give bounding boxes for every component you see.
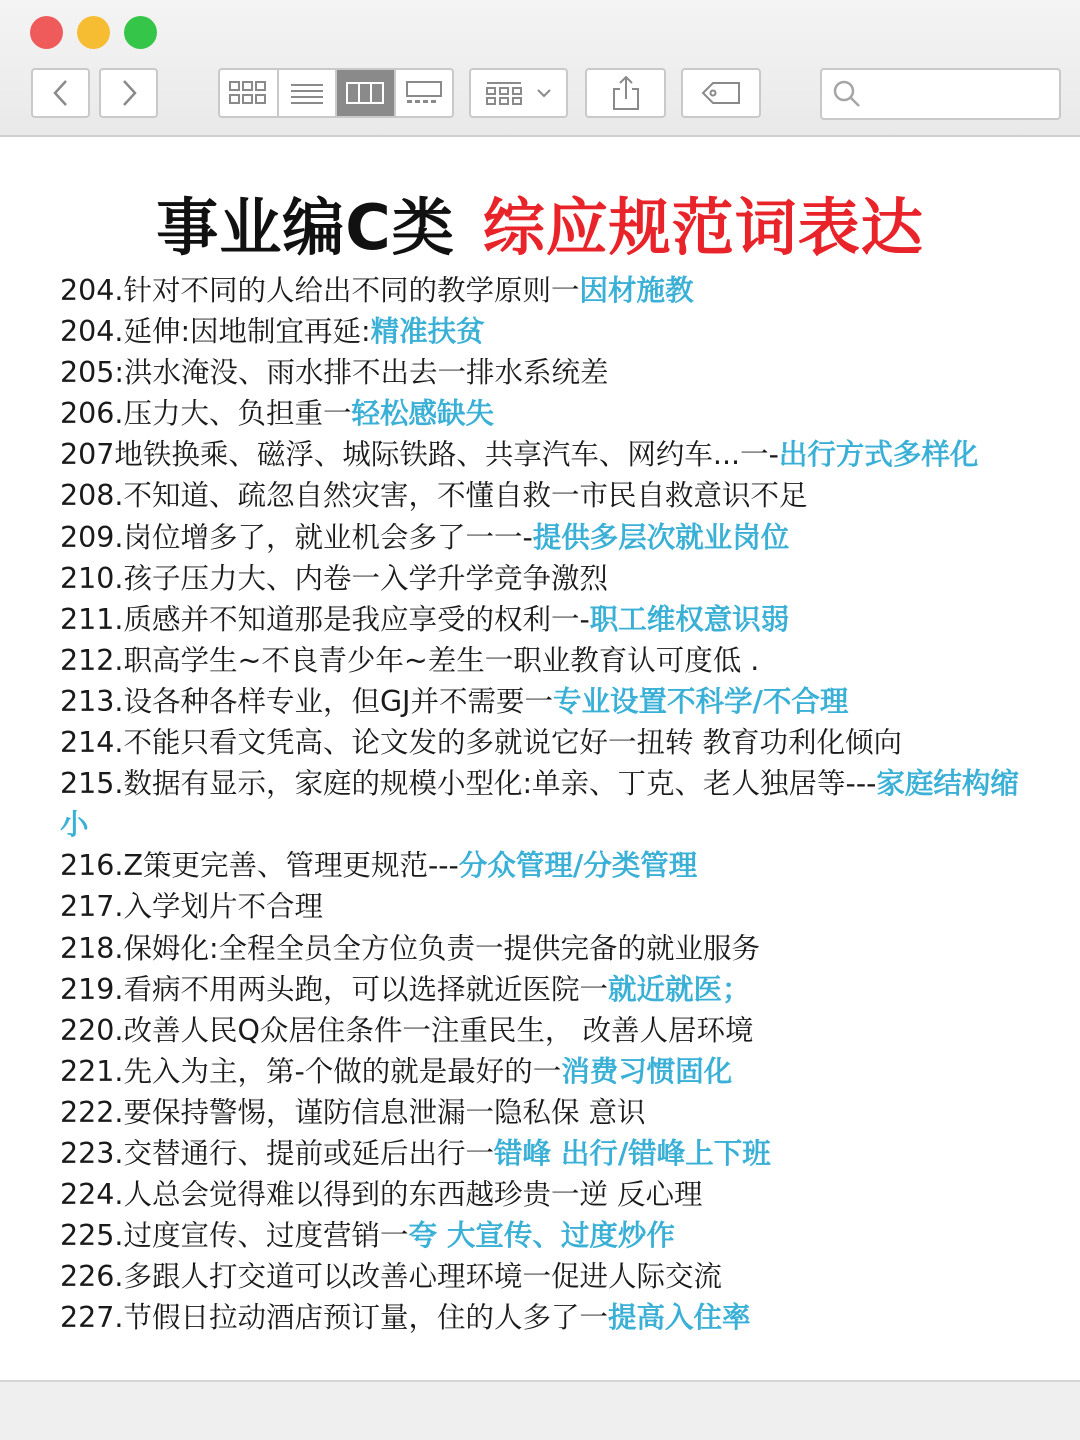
list-view-icon xyxy=(289,80,325,106)
list-item xyxy=(60,475,1040,516)
item-text: 220.改善人民Q众居住条件一注重民生， 改善人居环境 xyxy=(60,1013,754,1047)
list-item xyxy=(60,558,1040,599)
list-item xyxy=(60,1215,1040,1256)
item-highlight: 专业设置不科学/不合理 xyxy=(552,684,849,718)
item-text: 219.看病不用两头跑，可以选择就近医院一 xyxy=(60,972,608,1006)
list-item xyxy=(60,434,1040,475)
search-field[interactable] xyxy=(820,68,1061,120)
item-text: 217.入学划片不合理 xyxy=(60,890,323,924)
item-text: 224.人总会觉得难以得到的东西越珍贵一逆 反心理 xyxy=(60,1178,703,1212)
search-input[interactable] xyxy=(868,83,1052,106)
list-item xyxy=(60,1133,1040,1174)
list-item xyxy=(60,1297,1040,1338)
list-item xyxy=(60,845,1040,886)
page-title xyxy=(0,178,1080,267)
item-text: 221.先入为主，第-个做的就是最好的一 xyxy=(60,1054,562,1088)
list-item xyxy=(60,393,1040,434)
window-footer xyxy=(0,1380,1080,1440)
item-text: 218.保姆化:全程全员全方位负责一提供完备的就业服务 xyxy=(60,931,761,965)
list-item xyxy=(60,886,1040,927)
phrase-list xyxy=(60,270,1040,1338)
item-text: 205:洪水淹没、雨水排不出去一排水系统差 xyxy=(60,356,609,390)
item-text: 223.交替通行、提前或延后出行一 xyxy=(60,1136,494,1170)
list-item xyxy=(60,1174,1040,1215)
item-text: 204.延伸:因地制宜再延: xyxy=(60,315,371,349)
item-text: 215.数据有显示，家庭的规模小型化:单亲、丁克、老人独居等--- xyxy=(60,767,877,801)
list-item xyxy=(60,1256,1040,1297)
item-text: 207地铁换乘、磁浮、城际铁路、共享汽车、网约车...一- xyxy=(60,438,779,472)
list-item xyxy=(60,928,1040,969)
item-text: 222.要保持警惕，谨防信息泄漏一隐私保 意识 xyxy=(60,1095,646,1129)
list-item xyxy=(60,270,1040,311)
chevron-right-icon xyxy=(119,78,139,108)
item-text: 216.Z策更完善、管理更规范--- xyxy=(60,849,459,883)
list-item xyxy=(60,763,1040,845)
item-highlight: 提高入住率 xyxy=(607,1301,751,1335)
item-text: 206.压力大、负担重一 xyxy=(60,397,352,431)
list-item xyxy=(60,969,1040,1010)
share-button[interactable] xyxy=(585,68,666,118)
item-highlight: 轻松感缺失 xyxy=(351,397,494,431)
item-text: 227.节假日拉动酒店预订量，住的人多了一 xyxy=(60,1301,608,1335)
item-text: 204.针对不同的人给出不同的教学原则一 xyxy=(60,274,580,307)
chevron-down-icon xyxy=(535,86,553,100)
grid-view-icon xyxy=(228,80,268,106)
list-item xyxy=(60,722,1040,763)
tag-icon xyxy=(700,80,742,106)
close-window-button[interactable] xyxy=(30,16,63,49)
zoom-window-button[interactable] xyxy=(124,16,157,49)
list-item xyxy=(60,352,1040,393)
list-item xyxy=(60,1051,1040,1092)
item-text: 214.不能只看文凭高、论文发的多就说它好一扭转 教育功利化倾向 xyxy=(60,726,903,760)
list-view-button[interactable] xyxy=(279,70,338,116)
chevron-left-icon xyxy=(51,78,71,108)
item-highlight: 因材施教 xyxy=(579,274,694,307)
forward-button[interactable] xyxy=(99,68,158,118)
window-toolbar xyxy=(0,0,1080,137)
list-item xyxy=(60,1092,1040,1133)
grid-view-button[interactable] xyxy=(220,70,279,116)
gallery-view-icon xyxy=(404,80,444,106)
column-view-icon xyxy=(345,81,385,105)
item-highlight: 提供多层次就业岗位 xyxy=(532,520,790,554)
tag-button[interactable] xyxy=(681,68,761,118)
item-highlight: 精准扶贫 xyxy=(370,315,485,349)
item-text: 211.质感并不知道那是我应享受的权利一- xyxy=(60,602,590,636)
item-text: 226.多跟人打交道可以改善心理环境一促进人际交流 xyxy=(60,1260,722,1294)
window-controls xyxy=(30,16,157,49)
item-text: 210.孩子压力大、内卷一入学升学竞争激烈 xyxy=(60,561,608,595)
list-item xyxy=(60,1010,1040,1051)
share-icon xyxy=(611,75,641,111)
item-text: 209.岗位增多了，就业机会多了一一- xyxy=(60,520,533,554)
list-item xyxy=(60,599,1040,640)
minimize-window-button[interactable] xyxy=(77,16,110,49)
gallery-view-button[interactable] xyxy=(396,70,453,116)
title-part-red: 综应规范词表达 xyxy=(482,191,924,264)
list-item xyxy=(60,517,1040,558)
item-highlight: 家庭结构缩小 xyxy=(60,767,1019,842)
item-highlight: 出行方式多样化 xyxy=(778,438,979,472)
list-item xyxy=(60,311,1040,352)
list-item xyxy=(60,681,1040,722)
item-text: 208.不知道、疏忽自然灾害，不懂自救一市民自救意识不足 xyxy=(60,479,808,513)
back-button[interactable] xyxy=(31,68,90,118)
list-item xyxy=(60,640,1040,681)
title-part-black: 事业编C类 xyxy=(156,191,455,264)
item-text: 213.设各种各样专业，但GJ并不需要一 xyxy=(60,684,553,718)
item-text: 212.职高学生~不良青少年~差生一职业教育认可度低 . xyxy=(60,643,760,677)
item-highlight: 分众管理/分类管理 xyxy=(458,849,698,883)
item-text: 225.过度宣传、过度营销一 xyxy=(60,1219,409,1253)
column-view-button[interactable] xyxy=(337,70,396,116)
item-highlight: 夸 大宣传、过度炒作 xyxy=(408,1219,675,1253)
arrange-dropdown[interactable] xyxy=(469,68,568,118)
item-highlight: 职工维权意识弱 xyxy=(589,602,790,636)
item-highlight: 消费习惯固化 xyxy=(561,1054,733,1088)
search-icon xyxy=(832,79,862,109)
item-highlight: 就近就医； xyxy=(607,972,751,1006)
item-highlight: 错峰 出行/错峰上下班 xyxy=(493,1136,771,1170)
arrange-icon xyxy=(485,80,525,106)
view-switcher xyxy=(218,68,454,118)
